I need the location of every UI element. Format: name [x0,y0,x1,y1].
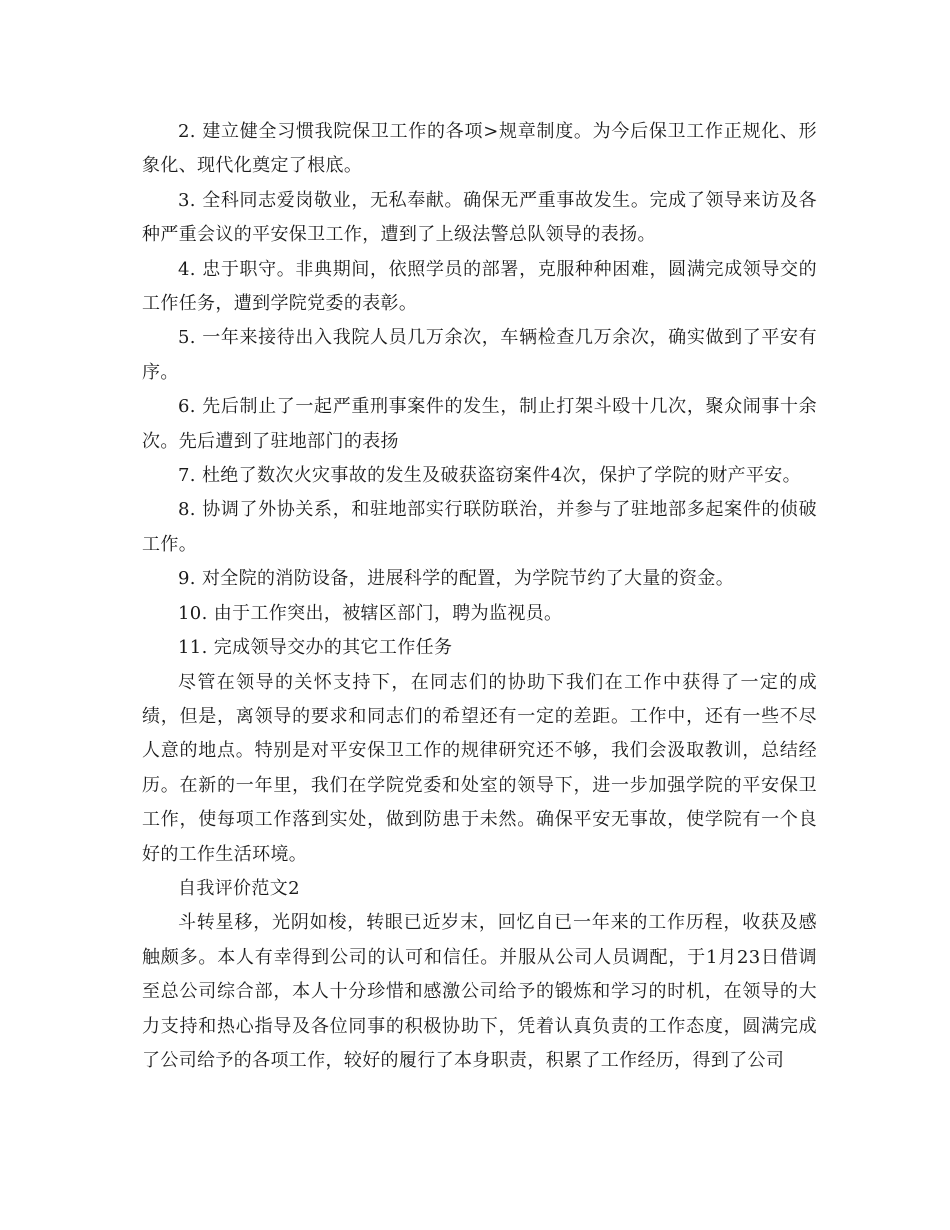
paragraph-item-7: 7. 杜绝了数次火灾事故的发生及破获盗窃案件4次，保护了学院的财产平安。 [178,465,801,487]
paragraph-item-11: 11. 完成领导交办的其它工作任务 [178,637,453,659]
paragraph-item-5: 5. 一年来接待出入我院人员几万余次，车辆检查几万余次，确实做到了平安有序。 [142,327,817,383]
paragraph-summary: 尽管在领导的关怀支持下，在同志们的协助下我们在工作中获得了一定的成绩，但是，离领导的要求和同志们的希望还有一定的差距。工作中，还有一些不尽人意的地点。特别是对平安保卫工作的规律研究还不够，我们会汲取教训，总结经历。在新的一年里，我们在学院党委和处室的领导下，进一步加强学院的平安保卫工作，使每项工作落到实处，做到防患于未然。确保平安无事故，使学院有一个良好的工作生活环境。 [142,671,817,865]
paragraph-item-4: 4. 忠于职守。非典期间，依照学员的部署，克服种种困难，圆满完成领导交的工作任务，遭到学院党委的表彰。 [142,258,817,315]
paragraph-item-8: 8. 协调了外协关系，和驻地部实行联防联治，并参与了驻地部多起案件的侦破工作。 [142,499,817,555]
paragraph-item-6: 6. 先后制止了一起严重刑事案件的发生，制止打架斗殴十几次，聚众闹事十余次。先后遭到了驻地部门的表扬 [142,396,817,452]
paragraph-item-9: 9. 对全院的消防设备，进展科学的配置，为学院节约了大量的资金。 [178,568,735,590]
paragraph-item-10: 10. 由于工作突出，被辖区部门，聘为监视员。 [178,602,563,624]
document-body [142,115,817,1078]
paragraph-item-3: 3. 全科同志爱岗敬业，无私奉献。确保无严重事故发生。完成了领导来访及各种严重会议的平安保卫工作，遭到了上级法警总队领导的表扬。 [142,189,817,246]
paragraph-item-2: 2. 建立健全习惯我院保卫工作的各项>规章制度。为今后保卫工作正规化、形象化、现代化奠定了根底。 [142,121,817,177]
section-heading: 自我评价范文2 [178,877,300,899]
paragraph-sample-2: 斗转星移，光阴如梭，转眼已近岁末，回忆自已一年来的工作历程，收获及感触颇多。本人有幸得到公司的认可和信任。并服从公司人员调配，于1月23日借调至总公司综合部，本人十分珍惜和感激公司给予的锻炼和学习的时机，在领导的大力支持和热心指导及各位同事的积极协助下，凭着认真负责的工作态度，圆满完成了公司给予的各项工作，较好的履行了本身职责，积累了工作经历，得到了公司 [142,912,817,1071]
